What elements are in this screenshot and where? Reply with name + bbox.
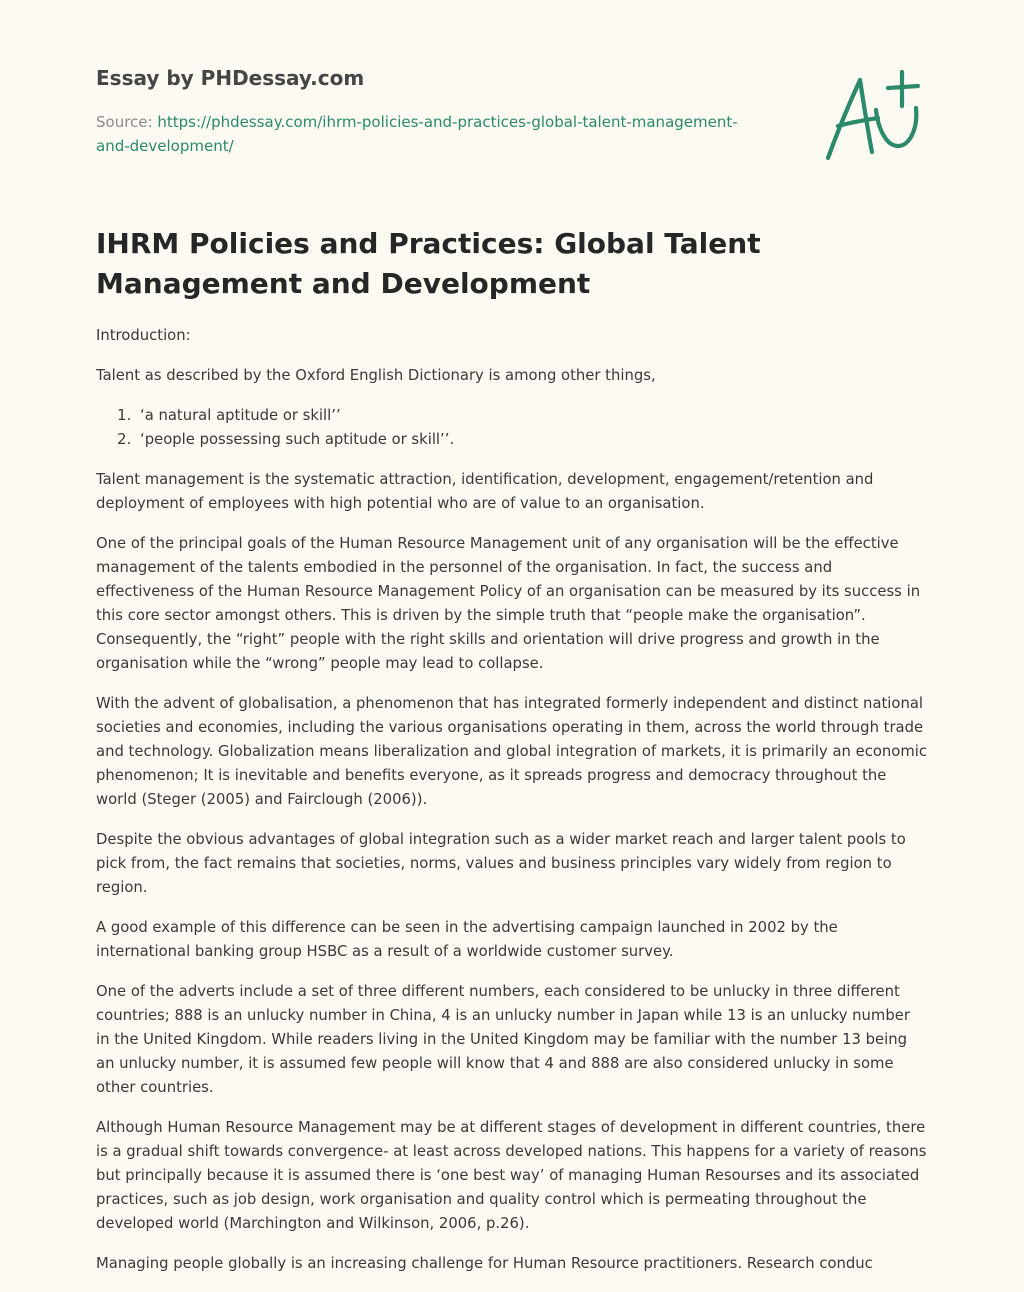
- source-link[interactable]: https://phdessay.com/ihrm-policies-and-practices-global-talent-management-and-development/: [96, 113, 738, 155]
- definition-lead: Talent as described by the Oxford English Dictionary is among other things,: [96, 367, 656, 384]
- intro-label: Introduction:: [96, 327, 191, 344]
- source-line: [96, 110, 756, 158]
- paragraph: One of the adverts include a set of three different numbers, each considered to be unlucky in three different countries; 888 is an unlucky number in China, 4 is an unlucky number in Japan while 13 is an unlucky number in the United Kingdom. While readers living in the United Kingdom may be familiar with the number 13 being an unlucky number, it is assumed few people will know that 4 and 888 are also considered unlucky in some other countries.: [96, 983, 910, 1096]
- paragraph: Managing people globally is an increasing challenge for Human Resource practitioners. Research conduc: [96, 1255, 873, 1272]
- paragraph: A good example of this difference can be seen in the advertising campaign launched in 2002 by the international banking group HSBC as a result of a worldwide customer survey.: [96, 919, 838, 960]
- paragraph: Although Human Resource Management may be at different stages of development in different countries, there is a gradual shift towards convergence- at least across developed nations. This happens for a variety of reasons but principally because it is assumed there is ‘one best way’ of managing Human Resourses and its associated practices, such as job design, work organisation and quality control which is permeating throughout the developed world (Marchington and Wilkinson, 2006, p.26).: [96, 1119, 927, 1232]
- paragraph: Despite the obvious advantages of global integration such as a wider market reach and larger talent pools to pick from, the fact remains that societies, norms, values and business principles vary widely from region to region.: [96, 831, 906, 896]
- source-label: Source:: [96, 113, 158, 131]
- essay-title: IHRM Policies and Practices: Global Talent Management and Development: [96, 227, 761, 300]
- paragraph: One of the principal goals of the Human Resource Management unit of any organisation will be the effective management of the talents embodied in the personnel of the organisation. In fact, the success and effectiveness of the Human Resource Management Policy of an organisation can be measured by its success in this core sector amongst others. This is driven by the simple truth that “people make the organisation”. Consequently, the “right” people with the right skills and orientation will drive progress and growth in the organisation while the “wrong” people may lead to collapse.: [96, 535, 921, 672]
- definition-item: 2. ‘people possessing such aptitude or skill’’.: [136, 428, 928, 452]
- paragraph: Talent management is the systematic attraction, identification, development, engagement/retention and deployment of employees with high potential who are of value to an organisation.: [96, 471, 874, 512]
- a-plus-grade-icon: [818, 66, 928, 166]
- paragraph: With the advent of globalisation, a phenomenon that has integrated formerly independent and distinct national societies and economies, including the various organisations operating in them, across the world through trade and technology. Globalization means liberalization and global integration of markets, it is primarily an economic phenomenon; It is inevitable and benefits everyone, as it spreads progress and democracy throughout the world (Steger (2005) and Fairclough (2006)).: [96, 695, 928, 808]
- site-title: Essay by PHDessay.com: [96, 66, 365, 90]
- definition-list: [96, 404, 928, 452]
- essay-body: [96, 324, 928, 1292]
- definition-item: 1. ‘a natural aptitude or skill’’: [136, 404, 928, 428]
